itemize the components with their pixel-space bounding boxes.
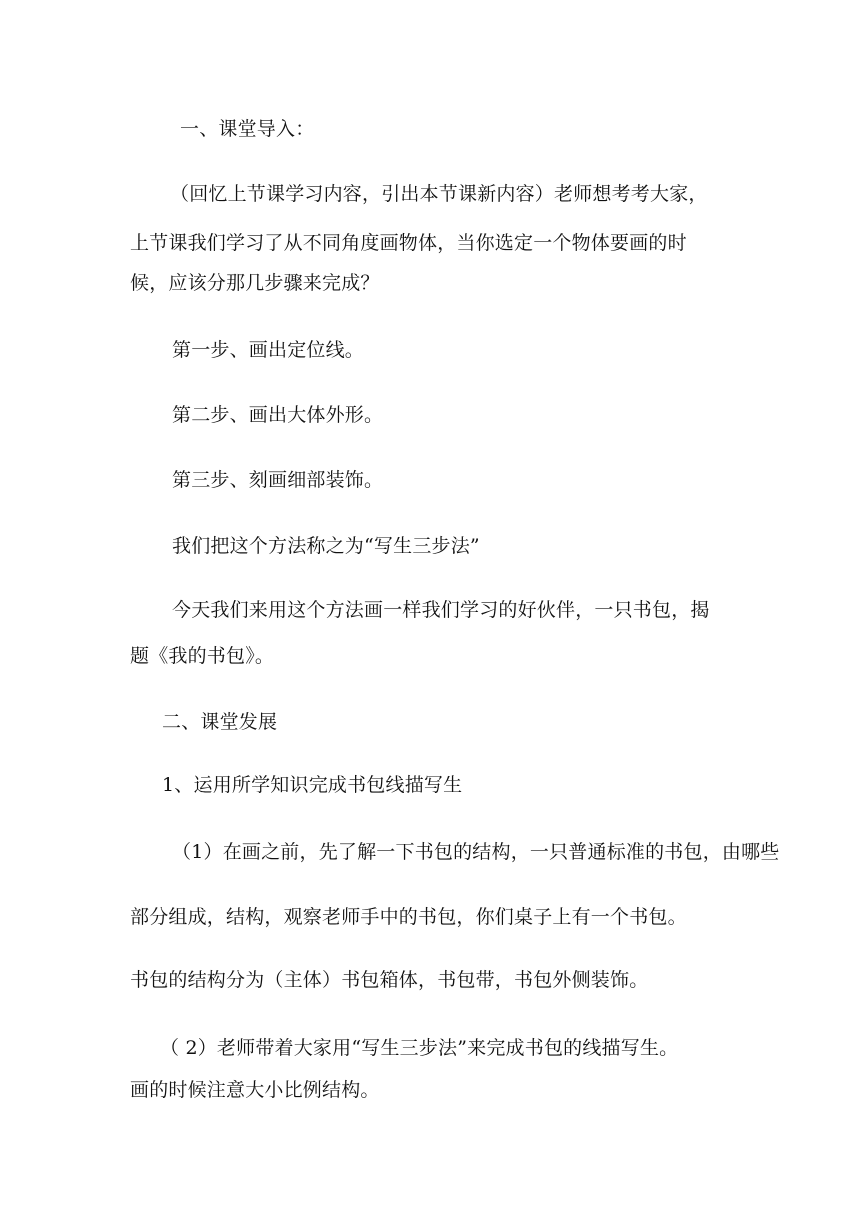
intro-paragraph-line-3: 候，应该分那几步骤来完成？ [130,272,380,294]
item-1-line-1: （1）在画之前，先了解一下书包的结构，一只普通标准的书包，由哪些 [172,841,780,863]
item-1-line-2: 部分组成，结构，观察老师手中的书包，你们桌子上有一个书包。 [130,906,687,928]
section2-heading: 二、课堂发展 [162,711,278,733]
topic-line-2: 题《我的书包》。 [130,645,275,667]
subsection-1: 1、运用所学知识完成书包线描写生 [162,774,463,796]
intro-paragraph-line-2: 上节课我们学习了从不同角度画物体，当你选定一个物体要画的时 [130,232,687,254]
structure-line: 书包的结构分为（主体）书包箱体，书包带，书包外侧装饰。 [130,969,649,991]
intro-paragraph-line-1: （回忆上节课学习内容，引出本节课新内容）老师想考考大家， [170,183,708,205]
step-3: 第三步、刻画细部装饰。 [172,469,384,491]
method-name: 我们把这个方法称之为“写生三步法” [172,535,480,557]
section1-heading: 一、课堂导入： [180,118,315,140]
step-1: 第一步、画出定位线。 [172,339,365,361]
item-2-line-2: 画的时候注意大小比例结构。 [130,1079,380,1101]
step-2: 第二步、画出大体外形。 [172,404,384,426]
topic-line-1: 今天我们来用这个方法画一样我们学习的好伙伴，一只书包，揭 [172,599,710,621]
item-2-line-1: （ 2）老师带着大家用“写生三步法”来完成书包的线描写生。 [160,1037,679,1059]
